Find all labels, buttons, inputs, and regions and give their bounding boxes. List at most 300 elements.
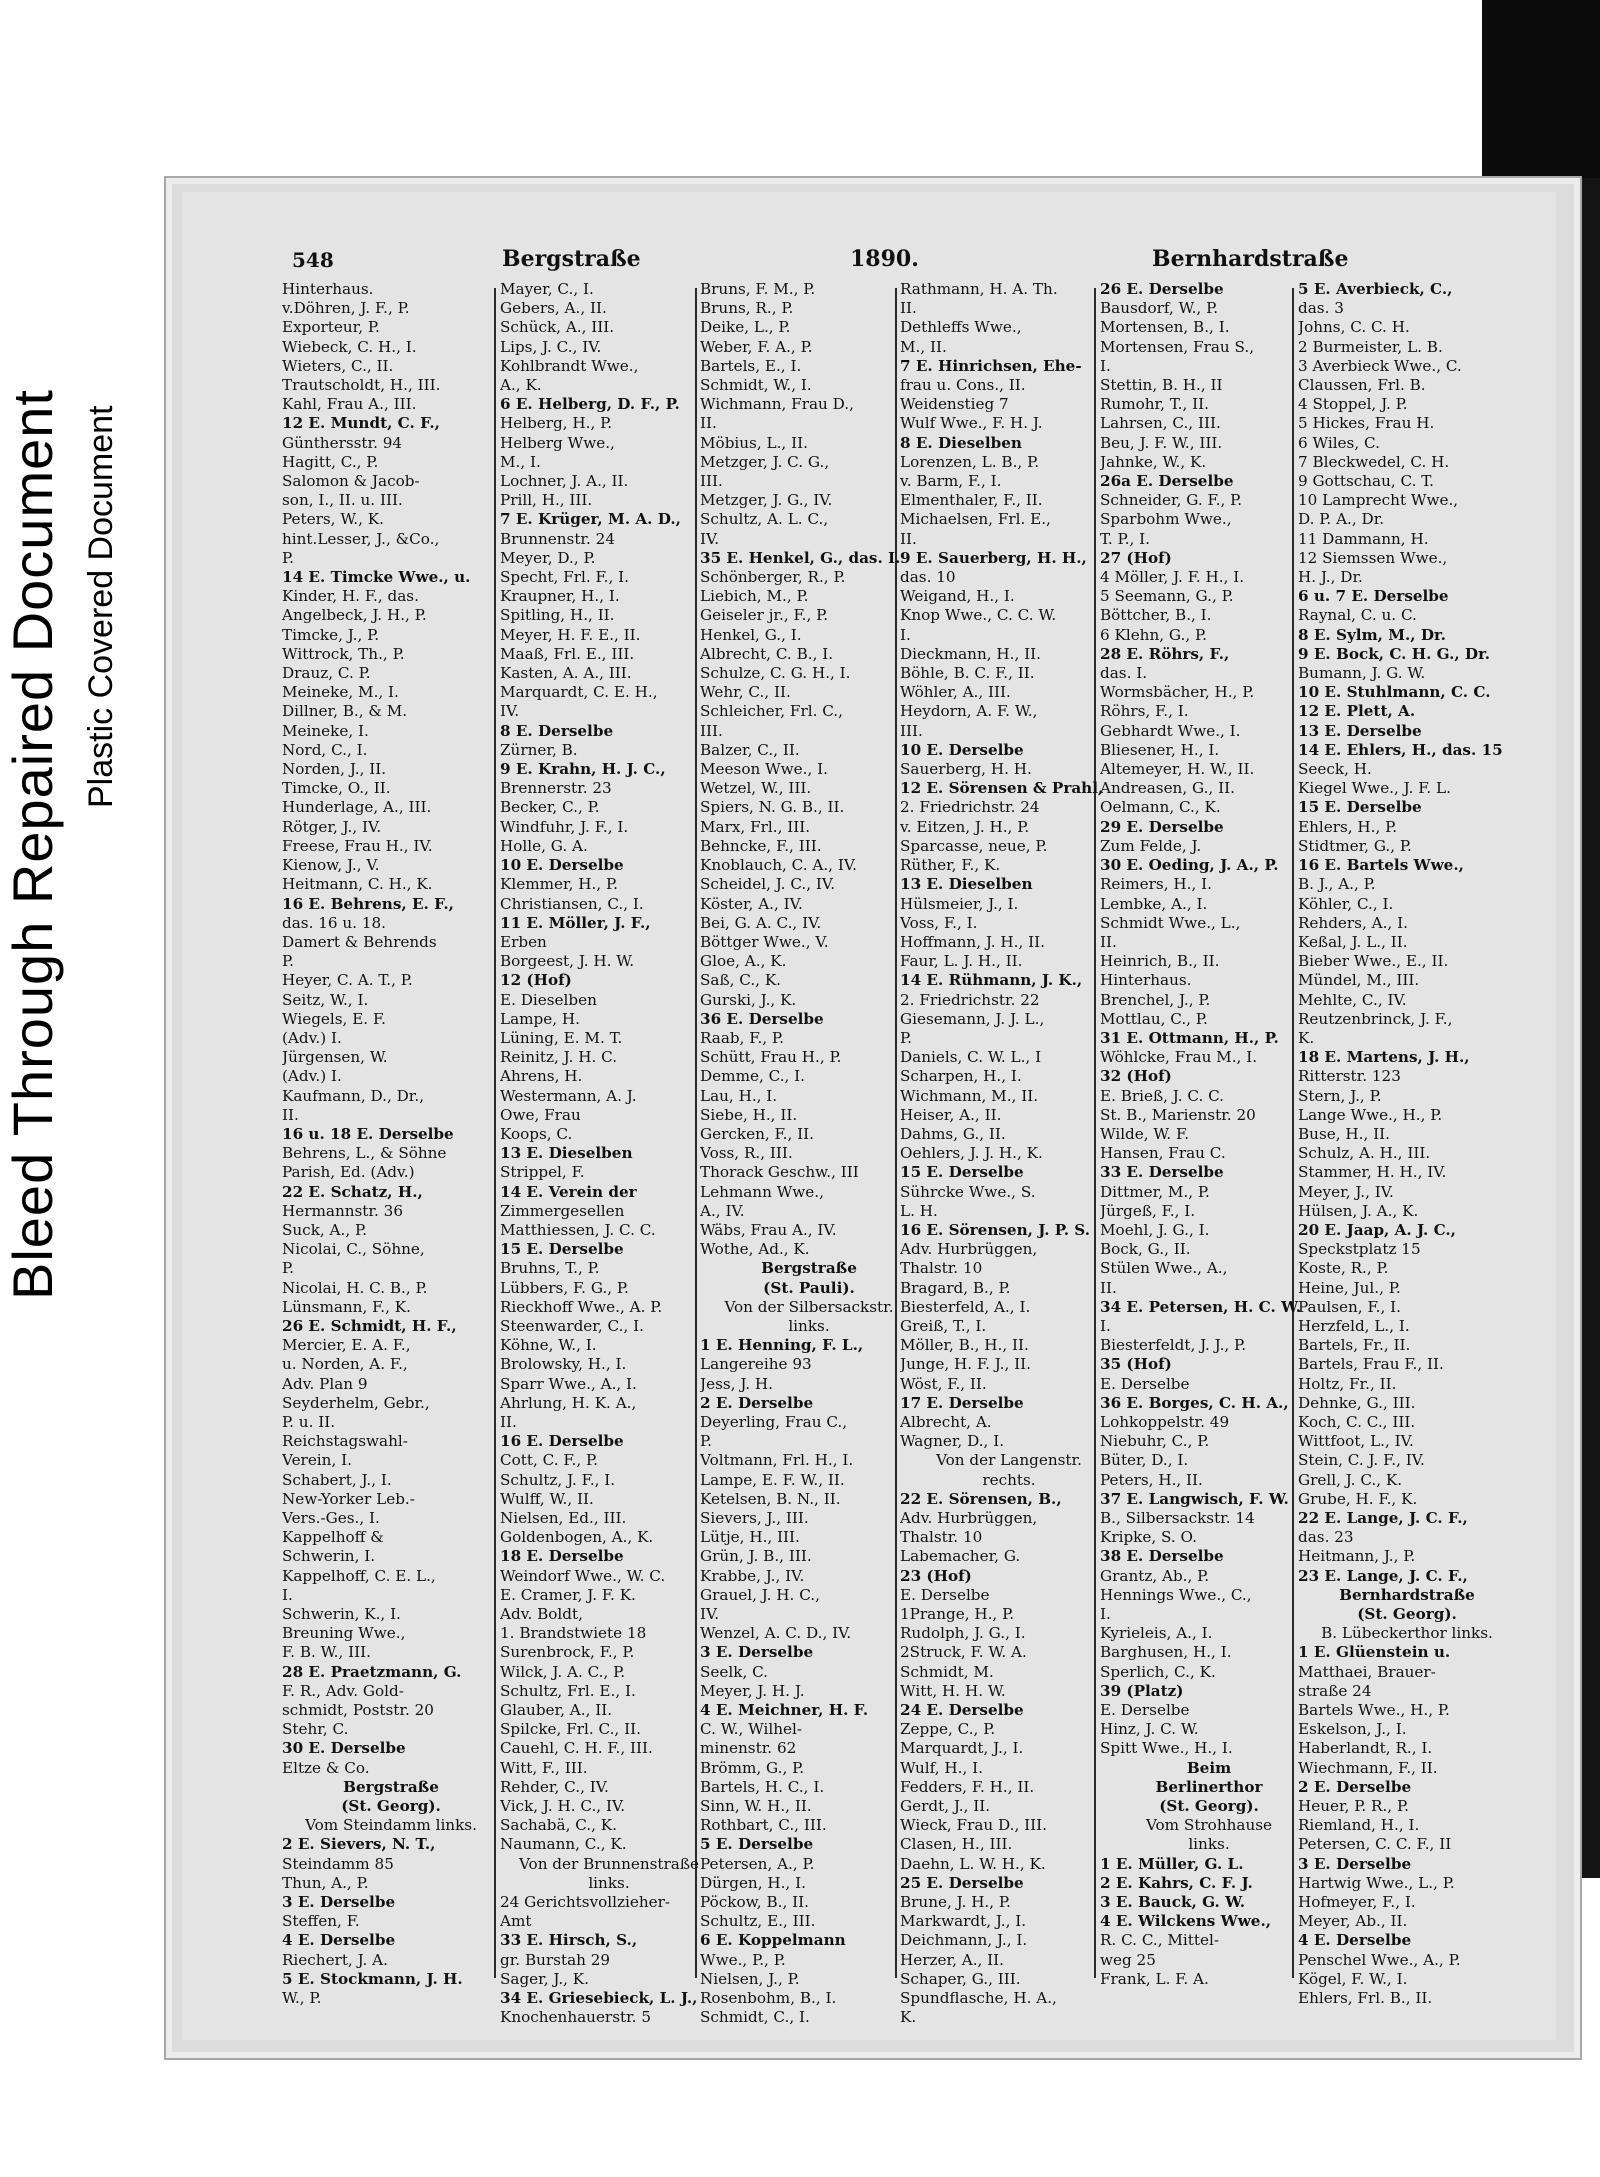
directory-entry-line: Kappelhoff, C. E. L.,: [282, 1566, 436, 1585]
directory-entry-line: Hansen, Frau C.: [1100, 1144, 1226, 1163]
directory-entry-line: Knoblauch, C. A., IV.: [700, 856, 857, 875]
page-header: [292, 242, 1462, 276]
directory-entry-line: 10 E. Derselbe: [900, 740, 1024, 759]
directory-entry-line: II.: [700, 414, 717, 433]
directory-entry-line: Schultz, Frl. E., I.: [500, 1681, 636, 1700]
directory-entry-line: Eskelson, J., I.: [1298, 1720, 1407, 1739]
directory-entry-line: Thun, A., P.: [282, 1873, 369, 1892]
directory-entry-line: Verein, I.: [282, 1451, 352, 1470]
directory-entry-line: 14 E. Rühmann, J. K.,: [900, 971, 1083, 990]
directory-entry-line: 1 E. Henning, F. L.,: [700, 1336, 864, 1355]
directory-entry-line: 5 E. Averbieck, C.,: [1298, 280, 1453, 298]
directory-entry-line: Dethleffs Wwe.,: [900, 318, 1022, 337]
directory-entry-line: F. B. W., III.: [282, 1643, 371, 1662]
directory-entry-line: Nicolai, H. C. B., P.: [282, 1278, 428, 1297]
directory-entry-line: Gebhardt Wwe., I.: [1100, 721, 1241, 740]
directory-entry-line: Sinn, W. H., II.: [700, 1797, 812, 1816]
directory-entry-line: Köhne, W., I.: [500, 1336, 597, 1355]
directory-entry-line: Stehr, C.: [282, 1720, 349, 1739]
directory-entry-line: Behrens, L., & Söhne: [282, 1144, 447, 1163]
directory-entry-line: Bruns, R., P.: [700, 299, 794, 318]
directory-entry-line: 11 E. Möller, J. F.,: [500, 913, 651, 932]
directory-entry-line: Maaß, Frl. E., III.: [500, 644, 635, 663]
directory-entry-line: 26 E. Derselbe: [1100, 280, 1224, 298]
directory-entry-line: Specht, Frl. F., I.: [500, 568, 629, 587]
directory-entry-line: B., Silbersackstr. 14: [1100, 1509, 1255, 1527]
directory-entry-line: Köster, A., IV.: [700, 894, 803, 913]
directory-entry-line: P.: [282, 548, 294, 567]
bleed-through-label: Bleed Through Repaired Document: [1, 389, 64, 1300]
directory-entry-line: Mortensen, Frau S.,: [1100, 337, 1255, 356]
directory-entry-line: (St. Georg).: [341, 1797, 441, 1816]
directory-entry-line: Stidtmer, G., P.: [1298, 836, 1412, 855]
directory-entry-line: 13 E. Derselbe: [1298, 721, 1422, 740]
directory-entry-line: IV.: [700, 1605, 720, 1624]
directory-entry-line: 24 E. Derselbe: [900, 1701, 1024, 1720]
directory-entry-line: Timcke, J., P.: [282, 625, 380, 644]
directory-entry-line: Stern, J., P.: [1298, 1086, 1382, 1105]
directory-entry-line: Christiansen, C., I.: [500, 894, 644, 913]
directory-entry-line: Meyer, J., IV.: [1298, 1182, 1394, 1201]
directory-entry-line: Geiseler jr., F., P.: [700, 606, 829, 625]
directory-page: [164, 176, 1582, 2060]
directory-entry-line: Sachabä, C., K.: [500, 1816, 617, 1835]
directory-entry-line: 9 E. Bock, C. H. G., Dr.: [1298, 644, 1490, 663]
directory-entry-line: E. Dieselben: [500, 990, 597, 1009]
directory-entry-line: links.: [588, 1873, 630, 1892]
directory-entry-line: Freese, Frau H., IV.: [282, 836, 433, 855]
directory-entry-line: Nielsen, Ed., III.: [500, 1509, 627, 1527]
directory-entry-line: Petersen, A., P.: [700, 1854, 815, 1873]
directory-entry-line: Lohkoppelstr. 49: [1100, 1412, 1230, 1431]
directory-entry-line: Scharpen, H., I.: [900, 1067, 1022, 1086]
directory-entry-line: Voltmann, Frl. H., I.: [700, 1451, 854, 1470]
directory-entry-line: Heydorn, A. F. W.,: [900, 702, 1038, 721]
directory-entry-line: Albrecht, A.: [900, 1412, 992, 1431]
directory-entry-line: I.: [1100, 1605, 1111, 1624]
directory-entry-line: Sparcasse, neue, P.: [900, 836, 1048, 855]
directory-entry-line: A., IV.: [700, 1201, 745, 1220]
directory-entry-line: Spundflasche, H. A.,: [900, 1989, 1057, 2008]
directory-entry-line: Gloe, A., K.: [700, 952, 787, 971]
directory-entry-line: Giesemann, J. J. L.,: [900, 1009, 1045, 1028]
directory-entry-line: Hinterhaus.: [282, 280, 374, 298]
directory-entry-line: Witt, H. H. W.: [900, 1681, 1006, 1700]
directory-entry-line: 26 E. Schmidt, H. F.,: [282, 1316, 457, 1335]
directory-entry-line: Wulf, H., I.: [900, 1758, 983, 1777]
directory-entry-line: Stülen Wwe., A.,: [1100, 1259, 1228, 1278]
directory-entry-line: Matthaei, Brauer-: [1298, 1662, 1436, 1681]
directory-entry-line: Krabbe, J., IV.: [700, 1566, 805, 1585]
directory-entry-line: Weindorf Wwe., W. C.: [500, 1566, 666, 1585]
directory-entry-line: Metzger, J. G., IV.: [700, 491, 833, 510]
directory-entry-line: Wittrock, Th., P.: [282, 644, 405, 663]
directory-entry-line: Biesterfeld, A., I.: [900, 1297, 1031, 1316]
directory-entry-line: Bock, G., II.: [1100, 1240, 1191, 1259]
directory-entry-line: Wilck, J. A. C., P.: [500, 1662, 626, 1681]
directory-entry-line: Mortensen, B., I.: [1100, 318, 1230, 337]
directory-entry-line: 8 E. Sylm, M., Dr.: [1298, 625, 1446, 644]
directory-entry-line: Bartels, H. C., I.: [700, 1777, 825, 1796]
directory-entry-line: Dürgen, H., I.: [700, 1873, 806, 1892]
directory-entry-line: 27 (Hof): [1100, 548, 1172, 567]
directory-entry-line: links.: [1188, 1835, 1230, 1854]
directory-entry-line: Zum Felde, J.: [1100, 836, 1202, 855]
directory-entry-line: Schütt, Frau H., P.: [700, 1048, 842, 1067]
directory-entry-line: frau u. Cons., II.: [900, 376, 1026, 395]
directory-entry-line: Schultz, J. F., I.: [500, 1470, 616, 1489]
directory-entry-line: Gercken, F., II.: [700, 1124, 814, 1143]
directory-entry-line: E. Derselbe: [1100, 1374, 1190, 1393]
directory-entry-line: Lütje, H., III.: [700, 1528, 800, 1547]
directory-entry-line: Hofmeyer, F., I.: [1298, 1893, 1416, 1912]
directory-entry-line: Eltze & Co.: [282, 1758, 370, 1777]
directory-entry-line: Lips, J. C., IV.: [500, 337, 602, 356]
directory-entry-line: P.: [282, 952, 294, 971]
directory-entry-line: 7 E. Krüger, M. A. D.,: [500, 510, 681, 529]
directory-entry-line: Bumann, J. G. W.: [1298, 664, 1426, 683]
header-left-street: Bergstraße: [502, 246, 641, 272]
directory-entry-line: 32 (Hof): [1100, 1067, 1172, 1086]
directory-entry-line: Keßal, J. L., II.: [1298, 932, 1408, 951]
directory-entry-line: Spilcke, Frl. C., II.: [500, 1720, 641, 1739]
directory-entry-line: Thorack Geschw., III: [700, 1163, 859, 1182]
directory-entry-line: 18 E. Derselbe: [500, 1547, 624, 1566]
directory-entry-line: Weber, F. A., P.: [700, 337, 813, 356]
directory-entry-line: 17 E. Derselbe: [900, 1393, 1024, 1412]
directory-entry-line: 9 E. Sauerberg, H. H.,: [900, 548, 1087, 567]
directory-entry-line: Wöst, F., II.: [900, 1374, 987, 1393]
directory-entry-line: Kasten, A. A., III.: [500, 664, 632, 683]
directory-entry-line: 2 E. Derselbe: [700, 1393, 814, 1412]
directory-entry-line: Ahrlung, H. K. A.,: [500, 1393, 637, 1412]
directory-entry-line: Jess, J. H.: [700, 1374, 773, 1393]
directory-entry-line: 16 E. Bartels Wwe.,: [1298, 856, 1464, 875]
directory-entry-line: Markwardt, J., I.: [900, 1912, 1027, 1931]
directory-entry-line: 30 E. Derselbe: [282, 1739, 406, 1758]
directory-entry-line: P.: [900, 1028, 912, 1047]
directory-entry-line: 3 E. Derselbe: [700, 1643, 814, 1662]
directory-entry-line: Rüther, F., K.: [900, 856, 1001, 875]
directory-entry-line: Knop Wwe., C. C. W.: [900, 606, 1057, 625]
directory-entry-line: K.: [900, 2008, 917, 2027]
directory-entry-line: Ketelsen, B. N., II.: [700, 1489, 841, 1508]
directory-entry-line: weg 25: [1100, 1950, 1156, 1969]
directory-entry-line: Schmidt, W., I.: [700, 376, 812, 395]
directory-column-2: [500, 280, 718, 2027]
directory-entry-line: Kögel, F. W., I.: [1298, 1969, 1408, 1988]
directory-entry-line: Kraupner, H., I.: [500, 587, 620, 606]
directory-entry-line: Henkel, G., I.: [700, 625, 802, 644]
directory-entry-line: 1 E. Müller, G. L.: [1100, 1854, 1244, 1873]
directory-entry-line: Bausdorf, W., P.: [1100, 299, 1219, 318]
directory-entry-line: Wöhler, A., III.: [900, 683, 1011, 702]
directory-entry-line: Bartels Wwe., H., P.: [1298, 1701, 1450, 1720]
directory-entry-line: 5 E. Derselbe: [700, 1835, 814, 1854]
directory-entry-line: M., II.: [900, 337, 947, 356]
directory-entry-line: 22 E. Schatz, H.,: [282, 1182, 423, 1201]
directory-entry-line: Hunderlage, A., III.: [282, 798, 432, 817]
directory-entry-line: Faur, L. J. H., II.: [900, 952, 1023, 971]
directory-entry-line: Schwerin, K., I.: [282, 1605, 401, 1624]
directory-entry-line: straße 24: [1298, 1681, 1372, 1700]
directory-entry-line: 7 Bleckwedel, C. H.: [1298, 452, 1450, 471]
directory-entry-line: u. Norden, A. F.,: [282, 1355, 408, 1374]
directory-entry-line: (St. Pauli).: [763, 1278, 855, 1297]
directory-entry-line: das. 3: [1298, 299, 1344, 318]
directory-entry-line: T. P., I.: [1100, 529, 1151, 548]
plastic-covered-label: Plastic Covered Document: [82, 405, 120, 808]
directory-entry-line: 35 E. Henkel, G., das. I.: [700, 548, 901, 567]
directory-entry-line: 13 E. Dieselben: [900, 875, 1033, 894]
directory-entry-line: son, I., II. u. III.: [282, 491, 403, 510]
directory-entry-line: Wiebeck, C. H., I.: [282, 337, 417, 356]
directory-entry-line: Vers.-Ges., I.: [282, 1509, 380, 1527]
directory-entry-line: Speckstplatz 15: [1298, 1240, 1421, 1259]
directory-entry-line: Heitmann, C. H., K.: [282, 875, 433, 894]
directory-entry-line: Brolowsky, H., I.: [500, 1355, 627, 1374]
directory-entry-line: D. P. A., Dr.: [1298, 510, 1385, 529]
directory-entry-line: 4 Möller, J. F. H., I.: [1100, 568, 1245, 587]
directory-entry-line: Marquardt, C. E. H.,: [500, 683, 658, 702]
directory-entry-line: Rudolph, J. G., I.: [900, 1624, 1026, 1643]
directory-entry-line: Gebers, A., II.: [500, 299, 607, 318]
directory-entry-line: 7 E. Hinrichsen, Ehe-: [900, 356, 1082, 375]
directory-entry-line: IV.: [700, 529, 720, 548]
directory-entry-line: Brune, J. H., P.: [900, 1893, 1011, 1912]
directory-entry-line: 31 E. Ottmann, H., P.: [1100, 1028, 1279, 1047]
directory-entry-line: Wiegels, E. F.: [282, 1009, 386, 1028]
directory-entry-line: Lampe, H.: [500, 1009, 580, 1028]
directory-entry-line: Hennings Wwe., C.,: [1100, 1585, 1252, 1604]
directory-entry-line: 12 E. Sörensen & Prahl,: [900, 779, 1104, 798]
directory-entry-line: Breuning Wwe.,: [282, 1624, 406, 1643]
directory-entry-line: Biesterfeldt, J. J., P.: [1100, 1336, 1247, 1355]
directory-entry-line: Wulf Wwe., F. H. J.: [900, 414, 1043, 433]
directory-entry-line: Scheidel, J. C., IV.: [700, 875, 836, 894]
directory-entry-line: Wenzel, A. C. D., IV.: [700, 1624, 852, 1643]
directory-entry-line: Adv. Hurbrüggen,: [900, 1240, 1038, 1259]
directory-entry-line: Bruhns, T., P.: [500, 1259, 600, 1278]
directory-entry-line: Naumann, C., K.: [500, 1835, 627, 1854]
directory-entry-line: (Adv.) I.: [282, 1067, 342, 1086]
directory-entry-line: Riechert, J. A.: [282, 1950, 388, 1969]
directory-entry-line: Norden, J., II.: [282, 760, 387, 779]
directory-entry-line: Holle, G. A.: [500, 836, 588, 855]
directory-entry-line: IV.: [500, 702, 520, 721]
directory-entry-line: 10 Lamprecht Wwe.,: [1298, 491, 1459, 510]
directory-entry-line: Kyrieleis, A., I.: [1100, 1624, 1213, 1643]
directory-entry-line: Jahnke, W., K.: [1100, 452, 1207, 471]
directory-entry-line: St. B., Marienstr. 20: [1100, 1105, 1256, 1124]
directory-entry-line: 10 E. Derselbe: [500, 856, 624, 875]
directory-entry-line: 20 E. Jaap, A. J. C.,: [1298, 1220, 1456, 1239]
directory-entry-line: Marx, Frl., III.: [700, 817, 811, 836]
directory-entry-line: Labemacher, G.: [900, 1547, 1021, 1566]
directory-entry-line: Mehlte, C., IV.: [1298, 990, 1407, 1009]
directory-entry-line: 35 (Hof): [1100, 1355, 1172, 1374]
directory-entry-line: Rosenbohm, B., I.: [700, 1989, 837, 2008]
directory-entry-line: 16 E. Sörensen, J. P. S.: [900, 1220, 1090, 1239]
directory-entry-line: Glauber, A., II.: [500, 1701, 613, 1720]
directory-entry-line: Steindamm 85: [282, 1854, 394, 1873]
directory-entry-line: Weidenstieg 7: [900, 395, 1009, 414]
directory-entry-line: 8 E. Dieselben: [900, 433, 1022, 452]
directory-entry-line: Raynal, C. u. C.: [1298, 606, 1417, 625]
directory-entry-line: 15 E. Derselbe: [900, 1163, 1024, 1182]
scan-dark-corner: [1482, 0, 1600, 178]
directory-entry-line: Lehmann Wwe.,: [700, 1182, 824, 1201]
directory-entry-line: Witt, F., III.: [500, 1758, 588, 1777]
directory-entry-line: 3 E. Bauck, G. W.: [1100, 1893, 1246, 1912]
directory-entry-line: Brenchel, J., P.: [1100, 990, 1211, 1009]
directory-entry-line: (St. Georg).: [1357, 1605, 1457, 1624]
directory-entry-line: 12 E. Plett, A.: [1298, 702, 1416, 721]
directory-entry-line: Berlinerthor: [1155, 1777, 1263, 1796]
directory-entry-line: Kinder, H. F., das.: [282, 587, 419, 606]
directory-entry-line: 34 E. Petersen, H. C. W.: [1100, 1297, 1302, 1316]
directory-entry-line: Köhler, C., I.: [1298, 894, 1394, 913]
directory-entry-line: Wilde, W. F.: [1100, 1124, 1190, 1143]
directory-entry-line: Schneider, G. F., P.: [1100, 491, 1243, 510]
directory-entry-line: 22 E. Lange, J. C. F.,: [1298, 1509, 1468, 1527]
directory-entry-line: Böttger Wwe., V.: [700, 932, 829, 951]
directory-entry-line: Trautscholdt, H., III.: [282, 376, 441, 395]
directory-entry-line: Ahrens, H.: [500, 1067, 583, 1086]
page-number: 548: [292, 248, 334, 272]
directory-entry-line: Meyer, D., P.: [500, 548, 596, 567]
directory-entry-line: Behncke, F., III.: [700, 836, 822, 855]
directory-entry-line: Schmidt, C., I.: [700, 2008, 810, 2027]
directory-entry-line: 12 E. Mundt, C. F.,: [282, 414, 440, 433]
directory-entry-line: Seitz, W., I.: [282, 990, 369, 1009]
directory-entry-line: Siebe, H., II.: [700, 1105, 798, 1124]
directory-entry-line: Wiechmann, F., II.: [1298, 1758, 1438, 1777]
directory-entry-line: Grantz, Ab., P.: [1100, 1566, 1210, 1585]
directory-entry-line: 2. Friedrichstr. 22: [900, 990, 1040, 1009]
directory-entry-line: Brunnenstr. 24: [500, 529, 616, 548]
directory-entry-line: Lüning, E. M. T.: [500, 1028, 623, 1047]
directory-entry-line: Hermannstr. 36: [282, 1201, 403, 1220]
directory-entry-line: Niebuhr, C., P.: [1100, 1432, 1210, 1451]
directory-entry-line: Wagner, D., I.: [900, 1432, 1005, 1451]
directory-entry-line: Owe, Frau: [500, 1105, 581, 1124]
directory-entry-line: Andreasen, G., II.: [1100, 779, 1235, 798]
header-year: 1890.: [850, 246, 919, 272]
directory-entry-line: Möbius, L., II.: [700, 433, 808, 452]
directory-entry-line: E. Derselbe: [1100, 1701, 1190, 1720]
directory-entry-line: das. 10: [900, 568, 956, 587]
directory-entry-line: Heitmann, J., P.: [1298, 1547, 1416, 1566]
directory-entry-line: Heine, Jul., P.: [1298, 1278, 1401, 1297]
directory-entry-line: Vom Steindamm links.: [305, 1816, 477, 1835]
directory-entry-line: Sperlich, C., K.: [1100, 1662, 1216, 1681]
directory-entry-line: Wittfoot, L., IV.: [1298, 1432, 1414, 1451]
directory-entry-line: E. Cramer, J. F. K.: [500, 1585, 636, 1604]
directory-entry-line: Amt: [500, 1912, 532, 1931]
directory-entry-line: K.: [1298, 1028, 1315, 1047]
directory-entry-line: Brömm, G., P.: [700, 1758, 805, 1777]
directory-entry-line: Raab, F., P.: [700, 1028, 784, 1047]
directory-entry-line: Voss, R., III.: [700, 1144, 793, 1163]
directory-entry-line: Kaufmann, D., Dr.,: [282, 1086, 425, 1105]
directory-entry-line: Paulsen, F., I.: [1298, 1297, 1401, 1316]
directory-entry-line: III.: [700, 472, 723, 491]
directory-entry-line: Oehlers, J. J. H., K.: [900, 1144, 1043, 1163]
directory-entry-line: Schultz, A. L. C.,: [700, 510, 829, 529]
directory-entry-line: Reinitz, J. H. C.: [500, 1048, 618, 1067]
directory-entry-line: Frank, L. F. A.: [1100, 1969, 1209, 1988]
directory-entry-line: W., P.: [282, 1989, 322, 2008]
directory-entry-line: Bartels, Fr., II.: [1298, 1336, 1411, 1355]
directory-entry-line: Wäbs, Frau A., IV.: [700, 1220, 837, 1239]
directory-entry-line: Hinz, J. C. W.: [1100, 1720, 1199, 1739]
directory-entry-line: Sievers, J., III.: [700, 1509, 809, 1527]
directory-entry-line: Wulff, W., II.: [500, 1489, 594, 1508]
directory-entry-line: Cott, C. F., P.: [500, 1451, 598, 1470]
directory-entry-line: Koste, R., P.: [1298, 1259, 1389, 1278]
directory-entry-line: Holtz, Fr., II.: [1298, 1374, 1397, 1393]
directory-entry-line: Zimmergesellen: [500, 1201, 625, 1220]
directory-entry-line: 1Prange, H., P.: [900, 1605, 1015, 1624]
directory-entry-line: Zürner, B.: [500, 740, 578, 759]
directory-entry-line: Haberlandt, R., I.: [1298, 1739, 1433, 1758]
directory-entry-line: Adv. Hurbrüggen,: [900, 1509, 1038, 1527]
directory-entry-line: 11 Dammann, H.: [1298, 529, 1429, 548]
directory-entry-line: Meyer, Ab., II.: [1298, 1912, 1408, 1931]
directory-entry-line: Meeson Wwe., I.: [700, 760, 828, 779]
directory-entry-line: III.: [700, 721, 723, 740]
directory-entry-line: Clasen, H., III.: [900, 1835, 1013, 1854]
directory-entry-line: 6 Klehn, G., P.: [1100, 625, 1207, 644]
directory-entry-line: Wothe, Ad., K.: [700, 1240, 810, 1259]
directory-entry-line: Kahl, Frau A., III.: [282, 395, 417, 414]
directory-entry-line: Spiers, N. G. B., II.: [700, 798, 845, 817]
directory-entry-line: 3 E. Derselbe: [1298, 1854, 1412, 1873]
directory-entry-line: 2 Burmeister, L. B.: [1298, 337, 1443, 356]
directory-entry-line: Spitt Wwe., H., I.: [1100, 1739, 1233, 1758]
directory-entry-line: 8 E. Derselbe: [500, 721, 614, 740]
directory-entry-line: II.: [500, 1412, 517, 1431]
directory-entry-line: Matthiessen, J. C. C.: [500, 1220, 656, 1239]
directory-entry-line: Voss, F., I.: [900, 913, 978, 932]
header-right-street: Bernhardstraße: [1152, 246, 1349, 272]
directory-entry-line: Adv. Boldt,: [500, 1605, 583, 1624]
directory-entry-line: Hagitt, C., P.: [282, 452, 379, 471]
directory-entry-line: 6 Wiles, C.: [1298, 433, 1380, 452]
directory-entry-line: 3 Averbieck Wwe., C.: [1298, 356, 1462, 375]
directory-entry-line: F. R., Adv. Gold-: [282, 1681, 404, 1700]
directory-entry-line: Meyer, H. F. E., II.: [500, 625, 641, 644]
directory-entry-line: Dahms, G., II.: [900, 1124, 1006, 1143]
directory-entry-line: E. Brieß, J. C. C.: [1100, 1086, 1225, 1105]
directory-entry-line: Hinterhaus.: [1100, 971, 1192, 990]
directory-entry-line: Zeppe, C., P.: [900, 1720, 996, 1739]
directory-entry-line: Herzfeld, L., I.: [1298, 1316, 1410, 1335]
directory-entry-line: Heuer, P. R., P.: [1298, 1797, 1409, 1816]
directory-entry-line: Weigand, H., I.: [900, 587, 1015, 606]
directory-entry-line: Erben: [500, 932, 547, 951]
directory-entry-line: Wieck, Frau D., III.: [900, 1816, 1047, 1835]
directory-entry-line: Bergstraße: [761, 1259, 857, 1278]
directory-entry-line: E. Derselbe: [900, 1585, 990, 1604]
directory-entry-line: Ehlers, H., P.: [1298, 817, 1398, 836]
directory-entry-line: Wehr, C., II.: [700, 683, 791, 702]
directory-entry-line: Röhrs, F., I.: [1100, 702, 1189, 721]
directory-entry-line: Stein, C. J. F., IV.: [1298, 1451, 1425, 1470]
directory-entry-line: Thalstr. 10: [900, 1528, 983, 1547]
directory-entry-line: Ritterstr. 123: [1298, 1067, 1401, 1086]
